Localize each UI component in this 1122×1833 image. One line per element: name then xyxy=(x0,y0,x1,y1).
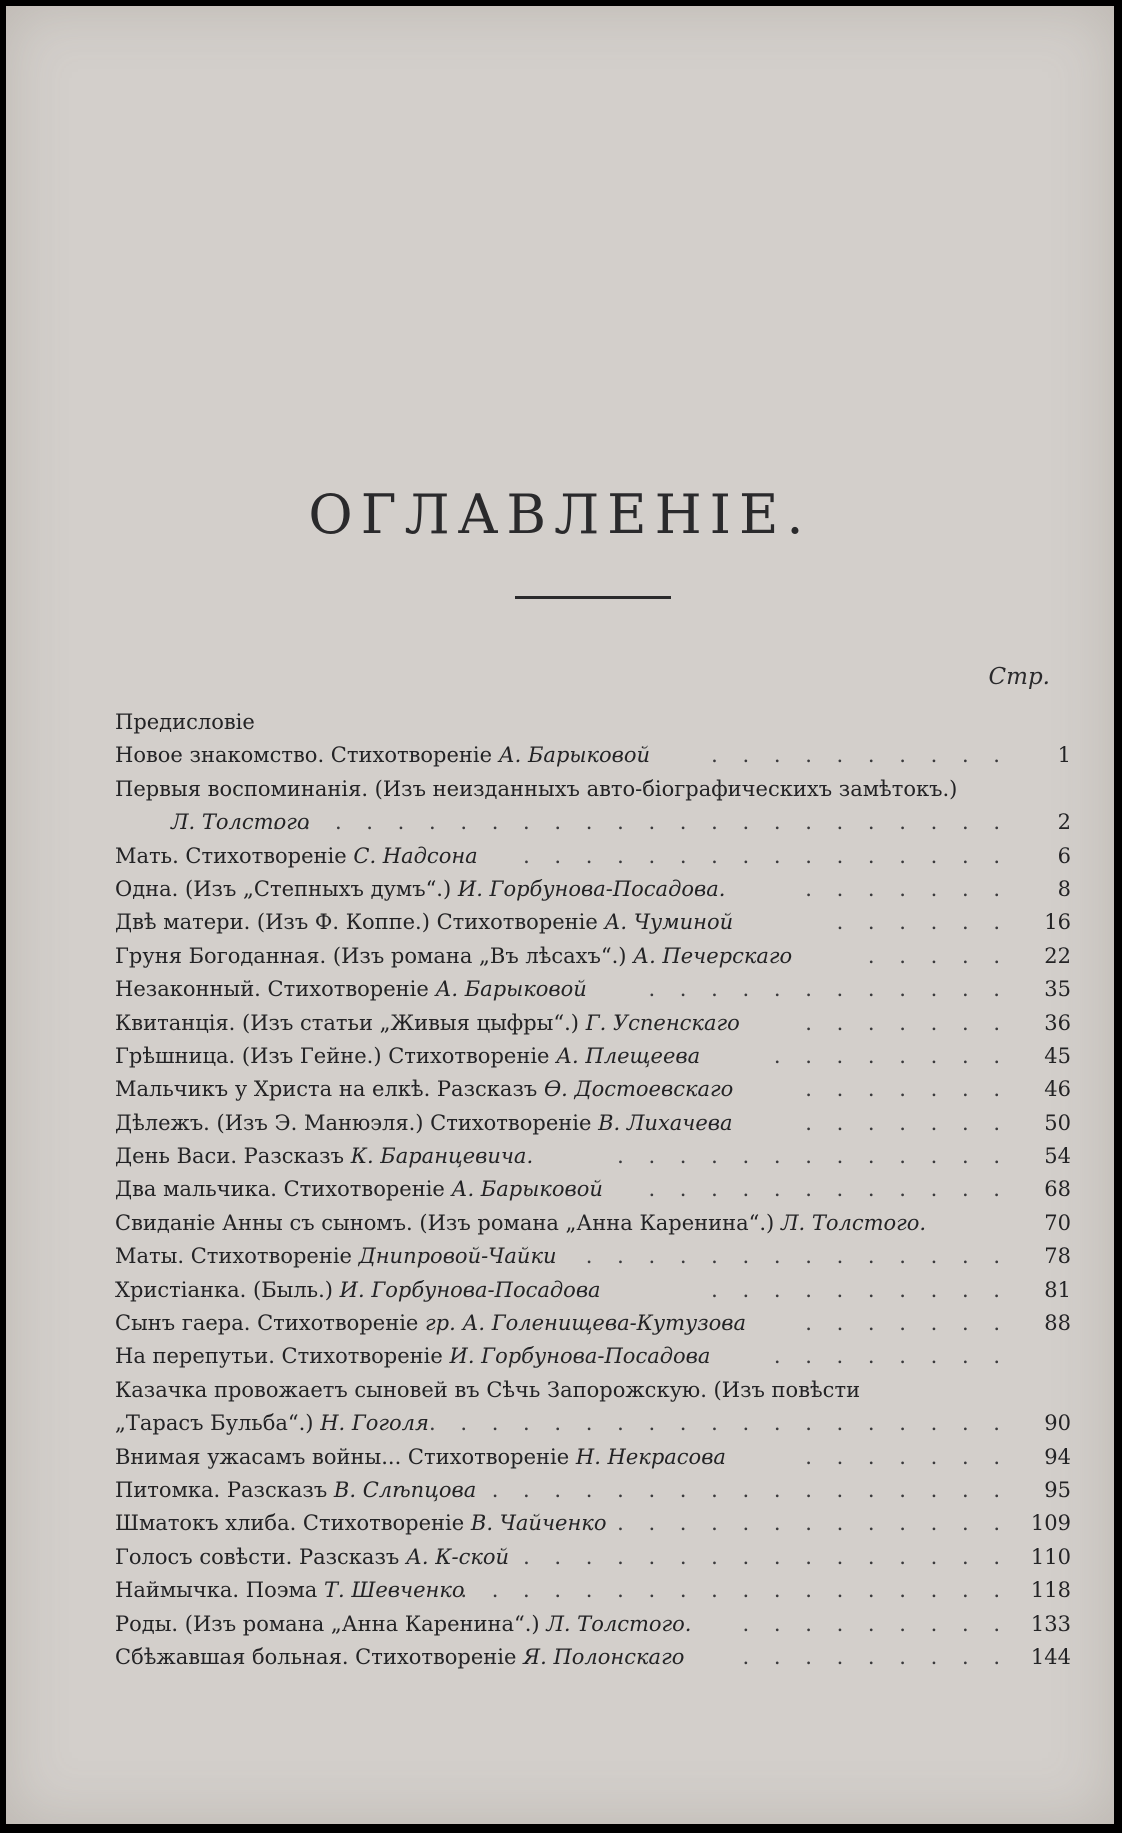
dot-leader: . . . . . . . xyxy=(805,1010,1009,1035)
toc-entry xyxy=(109,1608,1071,1641)
toc-entry-text xyxy=(115,1541,509,1574)
toc-entry xyxy=(109,1641,1071,1674)
entry-title: Казачка провожаетъ сыновей въ Сѣчь Запорожскую. (Изъ повѣсти xyxy=(115,1377,861,1402)
dot-leader: . . . . . . . xyxy=(805,1110,1009,1135)
toc-entry-text xyxy=(115,906,733,939)
page-number: 133 xyxy=(1030,1611,1071,1636)
dot-leader: . . . . . . . . . xyxy=(742,1644,1009,1669)
page-number: 36 xyxy=(1044,1010,1071,1035)
dot-leader: . . . . . . . . . . xyxy=(711,1277,1009,1302)
toc-entry xyxy=(109,773,1071,806)
toc-entry xyxy=(109,973,1071,1006)
entry-author: Н. Некрасова xyxy=(575,1444,726,1469)
page-number: 118 xyxy=(1030,1578,1071,1603)
entry-title: Сбѣжавшая больная. Стихотвореніе xyxy=(115,1644,517,1669)
book-page xyxy=(6,6,1114,1824)
dot-leader: . . . . . . . xyxy=(805,876,1009,901)
entry-author: И. Горбунова-Посадова xyxy=(339,1277,601,1302)
toc-entry xyxy=(109,1374,1071,1407)
entry-author: Л. Толстого. xyxy=(546,1611,692,1636)
page-number: 6 xyxy=(1057,843,1071,868)
entry-author: Г. Успенскаго xyxy=(585,1010,740,1035)
entry-author: Т. Шевченко xyxy=(324,1578,465,1603)
toc-entry xyxy=(109,1407,1071,1440)
entry-author: гр. А. Голенищева-Кутузова xyxy=(425,1311,747,1336)
entry-author: Н. Гоголя xyxy=(320,1411,429,1436)
toc-entry-text xyxy=(115,1107,733,1140)
entry-author: А. Чуминой xyxy=(604,910,734,935)
toc-entry-text xyxy=(115,1507,606,1540)
toc-entry xyxy=(109,806,1071,839)
page-number: 8 xyxy=(1057,876,1071,901)
dot-leader: . . . . . . . . . xyxy=(742,1611,1009,1636)
entry-author: В. Лихачева xyxy=(598,1110,733,1135)
dot-leader: . . . . . . . . . . . . . . . . . . xyxy=(460,1578,1009,1603)
toc-entry xyxy=(109,1340,1071,1373)
page-number: 144 xyxy=(1030,1644,1071,1669)
toc-entry-text xyxy=(115,973,587,1006)
entry-author: А. Плещеева xyxy=(556,1043,701,1068)
page-number: 2 xyxy=(1057,810,1071,835)
entry-title: Маты. Стихотвореніе xyxy=(115,1244,352,1269)
entry-title: Первыя воспоминанія. (Изъ неизданныхъ авто-біографическихъ замѣтокъ.) xyxy=(115,776,958,801)
entry-title: Внимая ужасамъ войны... Стихотвореніе xyxy=(115,1444,570,1469)
toc-entry xyxy=(109,1173,1071,1206)
toc-entry xyxy=(109,1040,1071,1073)
toc-entry-text xyxy=(115,1240,557,1273)
toc-entry-text xyxy=(115,873,725,906)
dot-leader: . . . . . . . . . . . . . . xyxy=(585,1244,1009,1269)
toc-entry-text xyxy=(115,1441,726,1474)
dot-leader: . . . . . . . . . . . . . . . . . . . xyxy=(429,1411,1009,1436)
entry-title: Дѣлежъ. (Изъ Э. Манюэля.) Стихотвореніе xyxy=(115,1110,592,1135)
toc-entry-text xyxy=(115,739,650,772)
toc-entry xyxy=(109,1574,1071,1607)
toc-entry-text xyxy=(115,1140,533,1173)
entry-title: Два мальчика. Стихотвореніе xyxy=(115,1177,445,1202)
page-number: 70 xyxy=(1044,1210,1071,1235)
entry-title: Мальчикъ у Христа на елкѣ. Разсказъ xyxy=(115,1077,538,1102)
toc-entry xyxy=(109,1140,1071,1173)
entry-title: Одна. (Изъ „Степныхъ думъ“.) xyxy=(115,876,452,901)
dot-leader: . . . . . . . . . . xyxy=(711,743,1009,768)
toc-entry xyxy=(109,739,1071,772)
toc-entry-text xyxy=(115,1340,710,1373)
entry-title: Голосъ совѣсти. Разсказъ xyxy=(115,1544,400,1569)
entry-title: Предисловіе xyxy=(115,710,255,734)
toc-entry-text xyxy=(115,1474,476,1507)
entry-title: Сынъ гаера. Стихотвореніе xyxy=(115,1311,419,1336)
toc-entry xyxy=(109,1474,1071,1507)
toc-entry-text xyxy=(115,706,255,739)
toc-entry xyxy=(109,1240,1071,1273)
dot-leader: . . . . . . . xyxy=(805,1077,1009,1102)
entry-title: День Васи. Разсказъ xyxy=(115,1144,344,1169)
toc-entry xyxy=(109,1507,1071,1540)
entry-title: Новое знакомство. Стихотвореніе xyxy=(115,743,493,768)
page-number: 1 xyxy=(1057,743,1071,768)
entry-author: Л. Толстого. xyxy=(780,1210,927,1235)
page-number: 16 xyxy=(1044,910,1071,935)
page-number: 88 xyxy=(1044,1311,1071,1336)
entry-author: А. Барыковой xyxy=(435,977,587,1002)
page-number: 109 xyxy=(1030,1511,1071,1536)
entry-title: На перепутьи. Стихотвореніе xyxy=(115,1344,443,1369)
toc-entry xyxy=(109,1007,1071,1040)
entry-title: Грѣшница. (Изъ Гейне.) Стихотвореніе xyxy=(115,1043,550,1068)
dot-leader: . . . . . . . . . . . . . . . . xyxy=(523,843,1009,868)
entry-author: К. Баранцевича. xyxy=(350,1144,534,1169)
entry-title: Наймычка. Поэма xyxy=(115,1578,318,1603)
page-number: 46 xyxy=(1044,1077,1071,1102)
toc-entry xyxy=(109,840,1071,873)
dot-leader: . . . . . . . . . . . . . . . . xyxy=(523,1544,1009,1569)
entry-title: Свиданіе Анны съ сыномъ. (Изъ романа „Анна Каренина“.) xyxy=(115,1210,775,1235)
toc-entry-text xyxy=(115,1374,860,1407)
entry-author: А. К-ской xyxy=(405,1544,510,1569)
entry-title: Двѣ матери. (Изъ Ф. Коппе.) Стихотвореніе xyxy=(115,910,598,935)
entry-author: И. Горбунова-Посадова. xyxy=(457,876,726,901)
page-number: 22 xyxy=(1044,943,1071,968)
entry-title: Мать. Стихотвореніе xyxy=(115,843,347,868)
toc-entry xyxy=(109,906,1071,939)
page-number: 78 xyxy=(1044,1244,1071,1269)
entry-title: Незаконный. Стихотвореніе xyxy=(115,977,429,1002)
toc-entry xyxy=(109,940,1071,973)
entry-title: „Тарасъ Бульба“.) xyxy=(115,1411,314,1436)
toc-entry-text xyxy=(115,1407,429,1440)
page-number: 50 xyxy=(1044,1110,1071,1135)
toc-entry xyxy=(109,1073,1071,1106)
dot-leader: . . . . . . . xyxy=(805,1444,1009,1469)
toc-entry-text xyxy=(115,1307,746,1340)
toc-entry-text xyxy=(115,1007,740,1040)
toc-entry xyxy=(109,1307,1071,1340)
toc-entry-text xyxy=(115,1173,603,1206)
entry-title: Христіанка. (Быль.) xyxy=(115,1277,333,1302)
dot-leader: . . . . . . . . . . . . xyxy=(648,1177,1009,1202)
entry-author: В. Чайченко xyxy=(470,1511,607,1536)
toc-entry xyxy=(109,1107,1071,1140)
dot-leader: . . . . . . . . xyxy=(773,1043,1009,1068)
dot-leader: . . . . . . . xyxy=(805,1311,1009,1336)
toc-entry xyxy=(109,1541,1071,1574)
title-rule xyxy=(515,596,671,599)
toc-entry-text xyxy=(115,1073,733,1106)
entry-author: С. Надсона xyxy=(353,843,478,868)
entry-title: Груня Богоданная. (Изъ романа „Въ лѣсахъ“.) xyxy=(115,943,627,968)
entry-author: Я. Полонскаго xyxy=(523,1644,685,1669)
entry-author: В. Слѣпцова xyxy=(333,1477,477,1502)
toc-entry xyxy=(109,873,1071,906)
page-column-label: Стр. xyxy=(988,664,1050,690)
dot-leader: . . . . . . . . . . . . . . . . . . . . . . . . xyxy=(272,810,1009,835)
toc-entry-text xyxy=(115,840,478,873)
page-number: 90 xyxy=(1044,1411,1071,1436)
entry-title: Питомка. Разсказъ xyxy=(115,1477,328,1502)
page-number: 81 xyxy=(1044,1277,1071,1302)
entry-title: Роды. (Изъ романа „Анна Каренина“.) xyxy=(115,1611,540,1636)
toc-entry-text xyxy=(115,1608,691,1641)
table-of-contents xyxy=(109,706,1071,1674)
toc-entry-text xyxy=(115,940,792,973)
entry-author: А. Барыковой xyxy=(498,743,651,768)
entry-author: Л. Толстого xyxy=(171,810,310,835)
page-number: 54 xyxy=(1044,1144,1071,1169)
toc-entry xyxy=(109,706,1071,739)
page-number: 94 xyxy=(1044,1444,1071,1469)
dot-leader: . . . . . . . . . . . . xyxy=(648,977,1009,1002)
toc-entry xyxy=(109,1274,1071,1307)
toc-entry-text xyxy=(115,773,957,806)
dot-leader: . . . . . . . . . . . . . . . . . xyxy=(491,1477,1009,1502)
page-number: 68 xyxy=(1044,1177,1071,1202)
entry-author: Днипровой-Чайки xyxy=(358,1244,557,1269)
dot-leader: . . . . . . . . . . . . . xyxy=(617,1511,1009,1536)
dot-leader: . . . . . . . . xyxy=(773,1344,1009,1369)
toc-entry xyxy=(109,1207,1071,1240)
toc-entry-text xyxy=(115,1641,684,1674)
dot-leader: . . . . . . . . . . . . . xyxy=(617,1144,1009,1169)
page-number: 35 xyxy=(1044,977,1071,1002)
toc-entry-text xyxy=(115,1207,926,1240)
entry-author: А. Печерскаго xyxy=(633,943,793,968)
toc-entry-text xyxy=(115,1040,700,1073)
entry-author: Ѳ. Достоевскаго xyxy=(543,1077,734,1102)
dot-leader: . . . . . . xyxy=(836,910,1009,935)
page-number: 110 xyxy=(1030,1544,1071,1569)
toc-entry-text xyxy=(115,1274,601,1307)
entry-author: А. Барыковой xyxy=(451,1177,603,1202)
entry-author: И. Горбунова-Посадова xyxy=(449,1344,711,1369)
entry-title: Шматокъ хлиба. Стихотвореніе xyxy=(115,1511,465,1536)
entry-title: Квитанція. (Изъ статьи „Живыя цыфры“.) xyxy=(115,1010,579,1035)
page-title: ОГЛАВЛЕНІЕ. xyxy=(308,483,812,546)
page-number: 45 xyxy=(1044,1043,1071,1068)
toc-entry xyxy=(109,1441,1071,1474)
dot-leader: . . . . . xyxy=(867,943,1009,968)
toc-entry-text xyxy=(115,1574,465,1607)
page-number: 95 xyxy=(1044,1477,1071,1502)
